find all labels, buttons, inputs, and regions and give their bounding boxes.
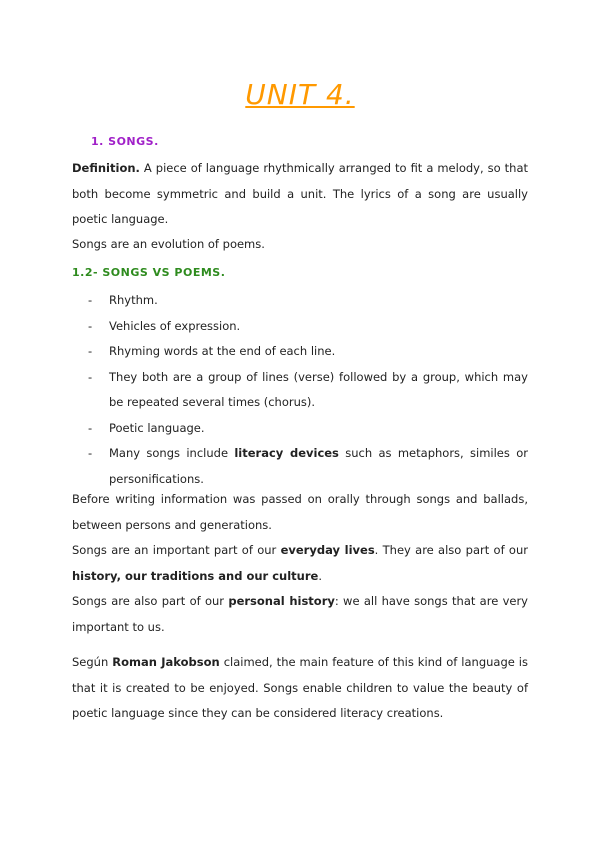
bullet-dash: - [88, 344, 93, 358]
evolution-paragraph: Songs are an evolution of poems. [72, 237, 265, 251]
definition-label: Definition. [72, 161, 140, 175]
important-part-paragraph [72, 538, 528, 589]
list-item [72, 416, 528, 442]
bullet-dash: - [88, 446, 93, 460]
bold-term-history-traditions-culture: history, our traditions and our culture [72, 568, 319, 583]
text: . They are also part of our [374, 543, 528, 557]
text: Songs are an important part of our [72, 543, 281, 557]
bullet-dash: - [88, 318, 93, 333]
before-writing-paragraph: Before writing information was passed on orally through songs and ballads, between persons and generations. [72, 492, 528, 532]
list-item [72, 365, 528, 416]
bold-term-roman-jakobson: Roman Jakobson [112, 655, 220, 669]
list-item [72, 339, 528, 365]
list-item [72, 288, 528, 314]
list-item [72, 314, 528, 340]
list-item-text: Rhyming words at the end of each line. [109, 344, 336, 358]
bold-term-personal-history: personal history [228, 594, 335, 608]
personal-history-paragraph [72, 589, 528, 640]
list-item-text: Vehicles of expression. [109, 318, 241, 333]
section-heading-songs-vs-poems: 1.2- SONGS VS POEMS. [72, 266, 226, 279]
text: Según [72, 655, 113, 669]
text: : we all have songs that are very important to us. [72, 594, 528, 634]
list-item-text: such as metaphors, similes or personifications. [109, 446, 528, 486]
list-item [72, 441, 528, 492]
list-item-text: Poetic language. [109, 420, 205, 435]
page-title: UNIT 4. [245, 78, 355, 111]
bold-term-everyday-lives: everyday lives [280, 543, 375, 557]
bullet-dash: - [88, 293, 93, 307]
text: . [318, 568, 322, 583]
text: Songs are also part of our [72, 594, 229, 608]
bold-term-literacy-devices: literacy devices [234, 446, 339, 460]
comparison-list [72, 288, 528, 492]
list-item-text: Many songs include [109, 446, 235, 460]
list-item-text: Rhythm. [109, 293, 158, 307]
section-heading-songs: 1. SONGS. [91, 135, 159, 148]
text: claimed, the main feature of this kind of language is that it is created to be enjoyed. Songs enable children to value the beauty of poetic language since they can be considered literacy creations. [72, 655, 528, 720]
jakobson-paragraph [72, 650, 528, 727]
definition-paragraph [72, 156, 528, 233]
bullet-dash: - [88, 369, 93, 384]
definition-text: A piece of language rhythmically arranged to fit a melody, so that both become symmetric and build a unit. The lyrics of a song are usually poetic language. [72, 161, 528, 226]
list-item-text: They both are a group of lines (verse) followed by a group, which may be repeated several times (chorus). [109, 369, 528, 409]
bullet-dash: - [88, 420, 93, 435]
